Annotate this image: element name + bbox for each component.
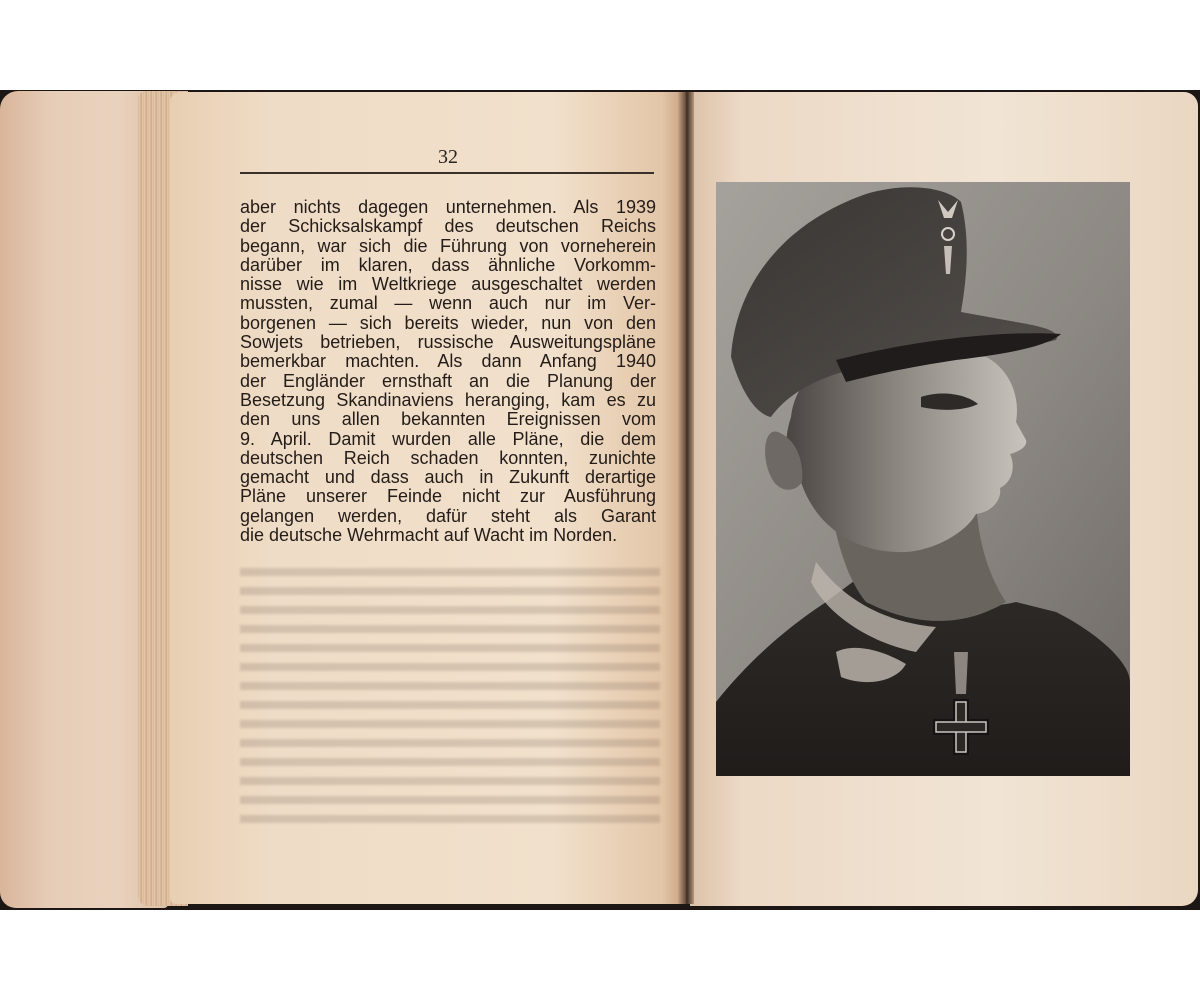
body-text [240,198,656,545]
show-through-text [240,562,660,832]
text-line: darüber im klaren, dass ähnliche Vorkomm- [240,254,656,275]
text-line: Sowjets betrieben, russische Ausweitungspläne [240,332,656,353]
header-rule [240,172,654,174]
text-line: der Engländer ernsthaft an die Planung der [240,370,656,391]
text-line: den uns allen bekannten Ereignissen vom [240,409,656,430]
text-line: deutschen Reich schaden konnten, zunichte [240,447,656,468]
text-line: Besetzung Skandinaviens heranging, kam es zu [240,389,656,410]
text-line: gelangen werden, dafür steht als Garant [240,505,656,526]
book-gutter [678,92,694,904]
text-line: mussten, zumal — wenn auch nur im Ver- [240,293,656,314]
text-line: borgenen — sich bereits wieder, nun von den [240,312,656,333]
portrait-illustration [716,182,1130,776]
text-line: aber nichts dagegen unternehmen. Als 1939 [240,197,656,217]
text-line: der Schicksalskampf des deutschen Reichs [240,216,656,237]
text-line: gemacht und dass auch in Zukunft derartige [240,467,656,488]
text-line: die deutsche Wehrmacht auf Wacht im Norden. [240,525,618,546]
text-line: Pläne unserer Feinde nicht zur Ausführung [240,486,656,507]
text-line: 9. April. Damit wurden alle Pläne, die dem [240,428,656,449]
portrait-photo [716,182,1130,776]
page-number: 32 [438,146,458,168]
text-line: bemerkbar machten. Als dann Anfang 1940 [240,351,656,372]
text-line: begann, war sich die Führung von vorneherein [240,235,656,256]
text-line: nisse wie im Weltkriege ausgeschaltet werden [240,274,656,295]
